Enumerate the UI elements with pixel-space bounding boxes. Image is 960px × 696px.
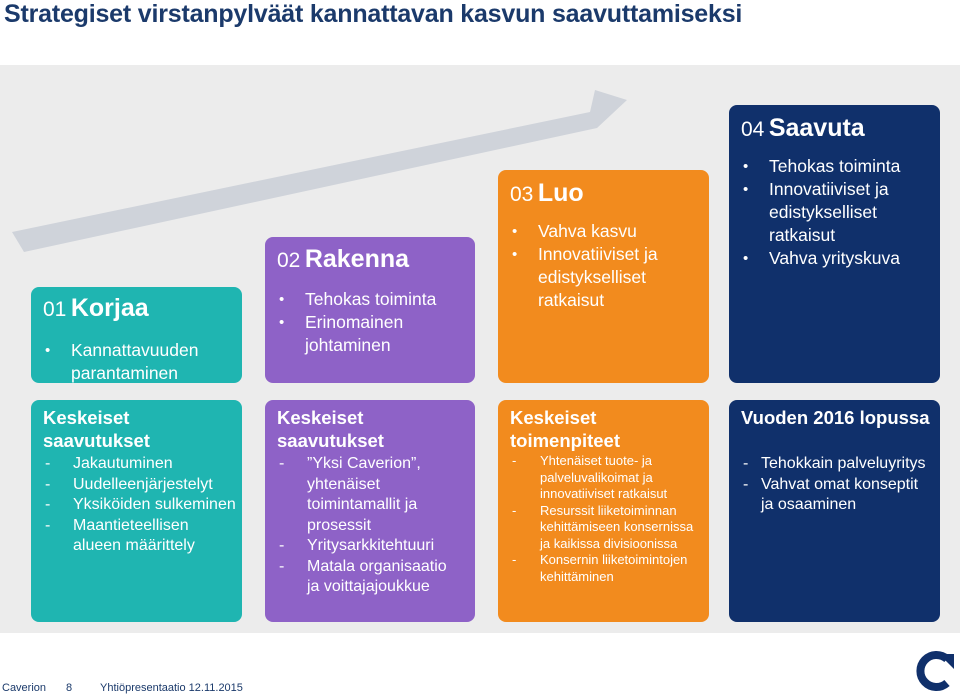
detail-03-heading: Keskeiset toimenpiteet [510, 407, 620, 451]
detail-01-box [31, 400, 242, 622]
detail-02-item: - Yritysarkkitehtuuri [277, 536, 462, 557]
phase-04-number: 04 [741, 118, 765, 141]
phase-04-bullet: • Vahva yrityskuva [743, 247, 933, 270]
phase-02-bullet: • Tehokas toiminta [279, 288, 469, 311]
footer-document: Yhtiöpresentaatio 12.11.2015 [100, 682, 243, 694]
detail-03-item: - Yhtenäiset tuote- ja palveluvalikoimat ja innovatiiviset ratkaisut [510, 453, 698, 503]
phase-01-bullet: • Kannattavuuden parantaminen [45, 339, 235, 385]
phase-02-bullet: • Erinomainen johtaminen [279, 311, 469, 357]
detail-03-list [510, 453, 698, 585]
detail-04-heading: Vuoden 2016 lopussa [741, 407, 930, 428]
phase-02-box [265, 237, 475, 383]
phase-02-name: Rakenna [304, 245, 410, 273]
phase-01-number: 01 [43, 298, 67, 321]
detail-01-list [43, 454, 238, 557]
detail-02-item: - Matala organisaatio ja voittajajoukkue [277, 557, 462, 598]
phase-02-title [277, 245, 409, 274]
detail-01-item: - Jakautuminen [43, 454, 238, 475]
detail-03-item: - Konsernin liiketoimintojen kehittäminen [510, 552, 698, 585]
phase-02-number: 02 [277, 249, 301, 272]
detail-04-list [741, 454, 931, 516]
phase-01-bullets [45, 339, 235, 385]
detail-01-item: - Yksiköiden sulkeminen [43, 495, 238, 516]
phase-02-bullets [279, 288, 469, 357]
detail-02-item: - ”Yksi Caverion”, yhtenäiset toimintamallit ja prosessit [277, 454, 462, 536]
footer-company: Caverion [2, 682, 47, 694]
phase-04-bullet: • Tehokas toiminta [743, 155, 933, 178]
detail-04-box [729, 400, 940, 622]
phase-04-bullets [743, 155, 933, 270]
phase-01-name: Korjaa [70, 294, 149, 322]
detail-03-box [498, 400, 709, 622]
phase-03-bullet: • Innovatiiviset ja edistykselliset ratkaisut [512, 243, 702, 312]
page-title: Strategiset virstanpylväät kannattavan kasvun saavuttamiseksi [4, 0, 743, 28]
detail-04-item: - Tehokkain palveluyritys [741, 454, 931, 475]
phase-04-title [741, 114, 865, 143]
phase-03-name: Luo [537, 179, 584, 207]
phase-01-box [31, 287, 242, 383]
phase-03-number: 03 [510, 183, 534, 206]
detail-01-item: - Uudelleenjärjestelyt [43, 475, 238, 496]
detail-03-item: - Resurssit liiketoiminnan kehittämiseen konsernissa ja kaikissa divisioonissa [510, 503, 698, 553]
phase-03-bullets [512, 220, 702, 312]
detail-04-item: - Vahvat omat konseptit ja osaaminen [741, 475, 931, 516]
detail-02-list [277, 454, 462, 598]
detail-02-heading: Keskeiset saavutukset [277, 407, 384, 451]
detail-01-heading: Keskeiset saavutukset [43, 407, 150, 451]
footer-page-number: 8 [66, 682, 73, 694]
phase-04-bullet: • Innovatiiviset ja edistykselliset ratkaisut [743, 178, 933, 247]
detail-02-box [265, 400, 475, 622]
caverion-logo-icon [914, 650, 956, 692]
detail-01-item: - Maantieteellisen alueen määrittely [43, 516, 238, 557]
phase-03-bullet: • Vahva kasvu [512, 220, 702, 243]
phase-03-title [510, 179, 584, 208]
phase-04-box [729, 105, 940, 383]
phase-03-box [498, 170, 709, 383]
phase-04-name: Saavuta [768, 114, 865, 142]
phase-01-title [43, 294, 149, 323]
